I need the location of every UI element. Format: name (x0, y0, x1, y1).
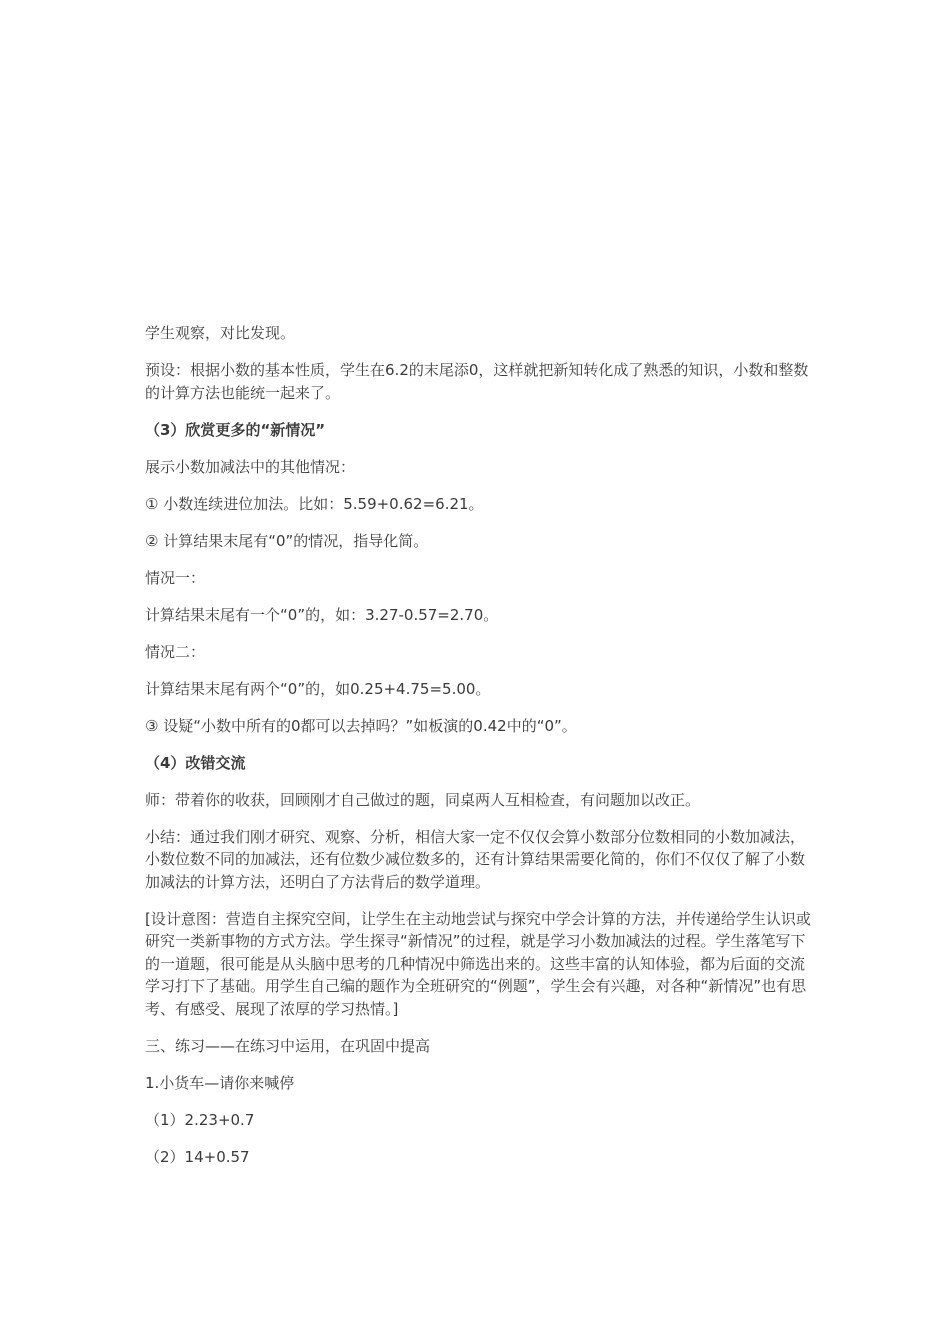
paragraph-teacher: 师：带着你的收获，回顾刚才自己做过的题，同桌两人互相检查，有问题加以改正。 (145, 790, 701, 809)
paragraph-case-one: 情况一： (145, 568, 206, 587)
list-item-carry-addition: ① 小数连续进位加法。比如：5.59+0.62=6.21。 (145, 494, 484, 513)
list-item-trailing-zero: ② 计算结果末尾有“0”的情况，指导化简。 (145, 531, 429, 550)
paragraph-case-one-example: 计算结果末尾有一个“0”的，如：3.27-0.57=2.70。 (145, 605, 499, 624)
heading-correction: （4）改错交流 (145, 753, 246, 772)
document-body (145, 322, 815, 1183)
heading-practice: 三、练习——在练习中运用，在巩固中提高 (145, 1036, 431, 1055)
paragraph-observe: 学生观察，对比发现。 (145, 324, 296, 342)
paragraph-case-two: 情况二： (145, 642, 206, 661)
paragraph-exercise-2: （2）14+0.57 (145, 1147, 250, 1166)
paragraph-show-other: 展示小数加减法中的其他情况： (145, 457, 356, 476)
paragraph-case-two-example: 计算结果末尾有两个“0”的，如0.25+4.75=5.00。 (145, 679, 491, 698)
paragraph-truck: 1.小货车—请你来喊停 (145, 1073, 295, 1092)
paragraph-exercise-1: （1）2.23+0.7 (145, 1110, 255, 1129)
heading-new-situations: （3）欣赏更多的“新情况” (145, 420, 326, 439)
paragraph-summary: 小结：通过我们刚才研究、观察、分析，相信大家一定不仅仅会算小数部分位数相同的小数加减法，小数位数不同的加减法，还有位数少减位数多的，还有计算结果需要化简的，你们不仅仅了解了小数加减法的计算方法，还明白了方法背后的数学道理。 (145, 827, 806, 891)
paragraph-design-intent: [设计意图：营造自主探究空间，让学生在主动地尝试与探究中学会计算的方法，并传递给学生认识或研究一类新事物的方式方法。学生探寻“新情况”的过程，就是学习小数加减法的过程。学生落笔写下的一道题，很可能是从头脑中思考的几种情况中筛选出来的。这些丰富的认知体验，都为后面的交流学习打下了基础。用学生自己编的题作为全班研究的“例题”，学生会有兴趣，对各种“新情况”也有思考、有感受、展现了浓厚的学习热情。] (145, 909, 811, 1018)
paragraph-preset: 预设：根据小数的基本性质，学生在6.2的末尾添0，这样就把新知转化成了熟悉的知识，小数和整数的计算方法也能统一起来了。 (145, 361, 809, 402)
list-item-question-zero: ③ 设疑“小数中所有的0都可以去掉吗？”如板演的0.42中的“0”。 (145, 716, 577, 735)
